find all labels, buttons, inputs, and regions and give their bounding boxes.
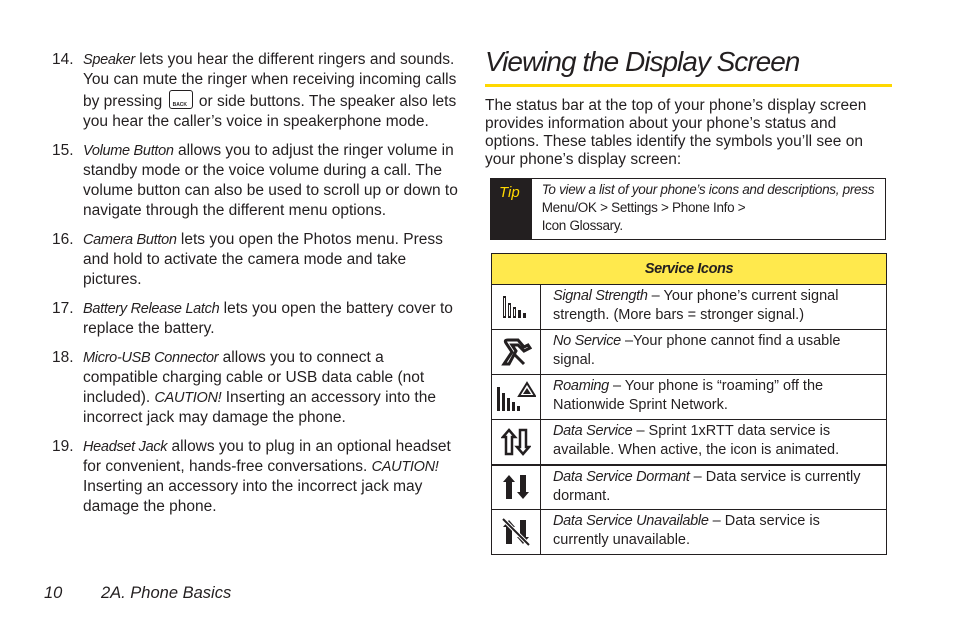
item-number: 15. — [52, 142, 74, 159]
table-row — [492, 420, 887, 465]
table-header: Service Icons — [492, 254, 887, 285]
item-text: allows you to adjust the ringer volume in standby mode or the voice volume during a call. The volume button can also be used to scroll up or down to navigate through the different menu options. — [83, 142, 458, 219]
item-text: or side buttons. The speaker also lets you hear the caller’s voice in speakerphone mode. — [83, 93, 457, 130]
item-term: Speaker — [83, 52, 135, 68]
title-divider — [485, 84, 892, 87]
component-list — [48, 50, 460, 526]
tip-label: Tip — [491, 179, 532, 239]
page-number: 10 — [44, 584, 63, 602]
roaming-icon — [492, 375, 541, 420]
list-item — [48, 50, 460, 132]
caution-label: CAUTION! — [371, 459, 439, 475]
item-number: 16. — [52, 231, 74, 248]
item-text: Inserting an accessory into the incorrect jack may damage the phone. — [83, 478, 423, 515]
item-term: Camera Button — [83, 232, 177, 248]
data-unavailable-icon — [492, 510, 541, 555]
table-cell: Roaming – Your phone is “roaming” off the Nationwide Sprint Network. — [541, 375, 887, 420]
item-number: 14. — [52, 51, 74, 68]
table-cell: Data Service – Sprint 1xRTT data service is available. When active, the icon is animated. — [541, 420, 887, 465]
item-text: lets you open the Photos menu. Press and hold to activate the camera mode and take pictures. — [83, 231, 443, 288]
table-cell: No Service –Your phone cannot find a usable signal. — [541, 330, 887, 375]
page-footer — [44, 584, 231, 603]
table-row — [492, 465, 887, 510]
item-number: 19. — [52, 438, 74, 455]
list-item — [48, 437, 460, 517]
table-row — [492, 510, 887, 555]
list-item — [48, 141, 460, 221]
item-text: allows you to connect a compatible charging cable or USB data cable (not included). — [83, 349, 425, 406]
item-text: lets you open the battery cover to replace the battery. — [83, 300, 453, 337]
item-number: 17. — [52, 300, 74, 317]
signal-strength-icon — [492, 285, 541, 330]
item-text: Inserting an accessory into the incorrect jack may damage the phone. — [83, 389, 436, 426]
service-icons-table — [491, 253, 887, 555]
list-item — [48, 348, 460, 428]
item-term: Micro-USB Connector — [83, 350, 219, 366]
list-item — [48, 299, 460, 339]
table-cell: Data Service Unavailable – Data service is currently unavailable. — [541, 510, 887, 555]
table-row — [492, 330, 887, 375]
item-term: Volume Button — [83, 143, 174, 159]
back-key-icon: BACK — [169, 90, 193, 109]
table-row — [492, 285, 887, 330]
item-term: Headset Jack — [83, 439, 168, 455]
table-cell: Signal Strength – Your phone’s current signal strength. (More bars = stronger signal.) — [541, 285, 887, 330]
no-service-icon — [492, 330, 541, 375]
item-text: allows you to plug in an optional headset for convenient, hands-free conversations. — [83, 438, 451, 475]
item-term: Battery Release Latch — [83, 301, 220, 317]
list-item — [48, 230, 460, 290]
item-text: lets you hear the different ringers and sounds. You can mute the ringer when receiving incoming calls by pressing — [83, 51, 457, 110]
footer-section: 2A. Phone Basics — [100, 584, 232, 602]
table-cell: Data Service Dormant – Data service is currently dormant. — [541, 465, 887, 510]
data-service-icon — [492, 420, 541, 465]
display-screen-section — [485, 44, 891, 169]
caution-label: CAUTION! — [154, 390, 222, 406]
page-title: Viewing the Display Screen — [485, 46, 800, 77]
data-dormant-icon — [492, 465, 541, 510]
tip-text: To view a list of your phone’s icons and descriptions, press Menu/OK > Settings > Phone Info > Icon Glossary. — [541, 182, 875, 233]
item-number: 18. — [52, 349, 74, 366]
tip-box — [490, 178, 886, 240]
intro-paragraph: The status bar at the top of your phone’s display screen provides information about your phone’s status and options. These tables identify the symbols you’ll see on your phone’s display screen: — [485, 97, 867, 168]
table-row — [492, 375, 887, 420]
